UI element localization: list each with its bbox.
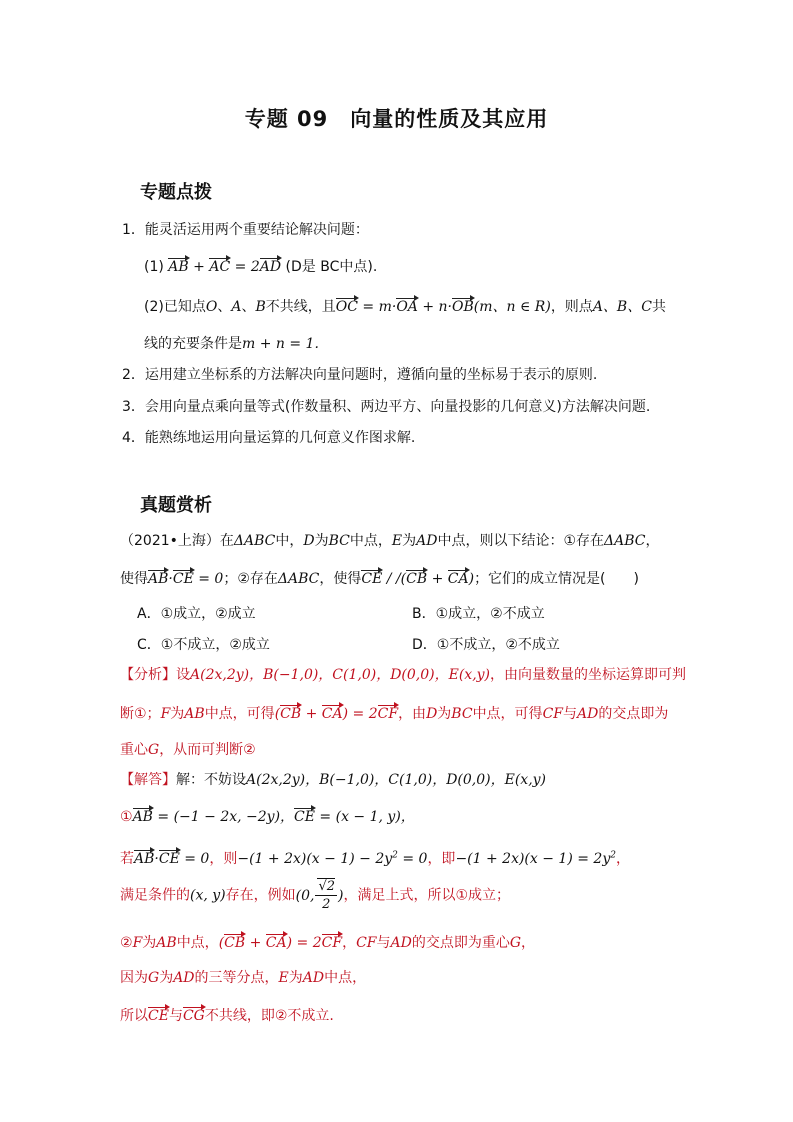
tip-sub-1: (1) AB + AC = 2AD (D是 BC中点). <box>144 259 378 275</box>
option-a: A．①成立，②成立 <box>137 606 256 622</box>
page-title: 专题 09 向量的性质及其应用 <box>244 107 549 131</box>
answer-line-6: 因为G为AD的三等分点，E为AD中点， <box>120 970 367 986</box>
analysis-line-3: 重心G，从而可判断② <box>120 742 256 758</box>
analysis-line-1: 【分析】设A(2x,2y)，B(−1,0)，C(1,0)，D(0,0)，E(x,y)，由向量数量的坐标运算即可判 <box>120 667 687 683</box>
answer-line-5: ②F为AB中点，(CB + CA) = 2CF，CF与AD的交点即为重心G， <box>120 935 536 951</box>
tip-item-1: 1．能灵活运用两个重要结论解决问题： <box>122 222 369 238</box>
tip-sub-2-cont: 线的充要条件是m + n = 1. <box>144 336 319 352</box>
option-d: D．①不成立，②不成立 <box>412 637 560 653</box>
answer-line-3: 若AB·CE = 0，则$-(1 + 2x)(x - 1) - 2y^2 = 0$，即$-(1 + 2x)(x - 1) = 2y^2$， <box>120 850 630 867</box>
option-c: C．①不成立，②成立 <box>137 637 270 653</box>
answer-line-1: 【解答】解：不妨设A(2x,2y)，B(−1,0)，C(1,0)，D(0,0)，E(x,y) <box>120 772 547 788</box>
answer-line-4: 满足条件的(x, y)存在，例如(0, $\frac{√2}{2}$ )，满足上式，所以①成立； <box>120 879 511 912</box>
answer-line-2: ①AB = (−1 − 2x, −2y)，CE = (x − 1, y)， <box>120 809 415 825</box>
question-line-2: 使得AB·CE = 0；②存在ΔABC，使得CE / /(CB + CA)；它们的成立情况是( ) <box>120 571 639 587</box>
section-heading-exam: 真题赏析 <box>140 495 212 516</box>
answer-line-7: 所以CE与CG不共线，即②不成立. <box>120 1008 334 1024</box>
analysis-line-2: 断①；F为AB中点，可得(CB + CA) = 2CF，由D为BC中点，可得CF与AD的交点即为 <box>120 706 669 722</box>
section-heading-tips: 专题点拨 <box>140 182 212 203</box>
tip-item-3: 3．会用向量点乘向量等式(作数量积、两边平方、向量投影的几何意义)方法解决问题. <box>122 399 651 415</box>
tip-item-4: 4．能熟练地运用向量运算的几何意义作图求解. <box>122 430 416 446</box>
tip-sub-2: (2)已知点O、A、B不共线，且OC = m·OA + n·OB(m、n ∈ R)，则点A、B、C共 <box>144 299 666 315</box>
tip-item-2: 2．运用建立坐标系的方法解决向量问题时，遵循向量的坐标易于表示的原则. <box>122 367 598 383</box>
option-b: B．①成立，②不成立 <box>412 606 545 622</box>
question-line-1: （2021•上海）在ΔABC中，D为BC中点，E为AD中点，则以下结论：①存在ΔABC， <box>120 533 660 549</box>
